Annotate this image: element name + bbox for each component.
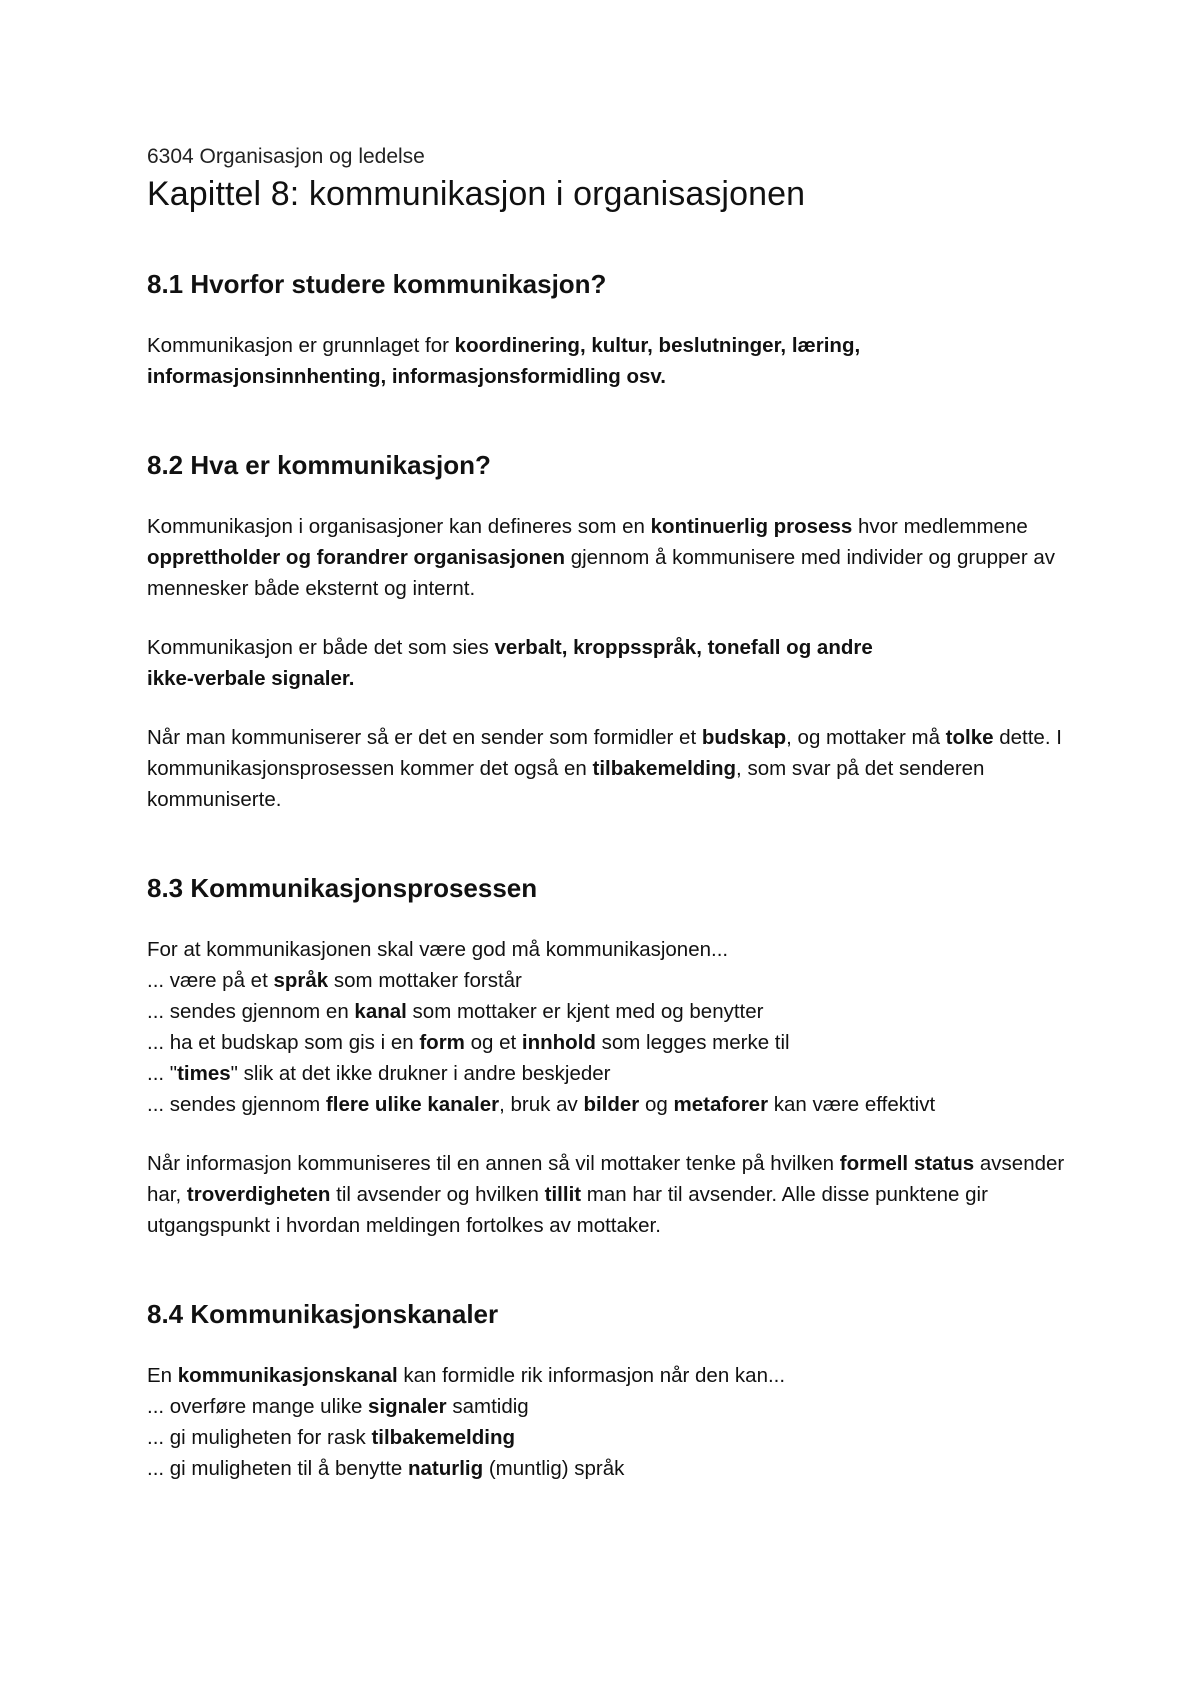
paragraph-8-1: Kommunikasjon er grunnlaget for koordinering, kultur, beslutninger, læring, informasjonsinnhenting, informasjonsformidling osv. [147, 334, 861, 388]
list-item: ... overføre mange ulike signaler samtidig [147, 1395, 529, 1418]
list-8-4 [147, 1391, 1077, 1484]
paragraph-8-2-sender: Når man kommuniserer så er det en sender som formidler et budskap, og mottaker må tolke dette. I kommunikasjonsprosessen kommer det også en tilbakemelding, som svar på det senderen kommuniserte. [147, 726, 1062, 811]
paragraph-8-2-signals: Kommunikasjon er både det som sies verbalt, kroppsspråk, tonefall og andre ikke-verbale signaler. [147, 636, 873, 690]
document-content [147, 142, 1077, 1484]
list-item: ... gi muligheten til å benytte naturlig (muntlig) språk [147, 1457, 625, 1480]
section-heading-8-3: 8.3 Kommunikasjonsprosessen [147, 873, 538, 903]
list-item: ... "times" slik at det ikke drukner i andre beskjeder [147, 1062, 611, 1085]
paragraph-8-4-intro: En kommunikasjonskanal kan formidle rik informasjon når den kan... [147, 1364, 786, 1387]
list-item: ... være på et språk som mottaker forstår [147, 969, 522, 992]
paragraph-8-3-intro: For at kommunikasjonen skal være god må kommunikasjonen... [147, 938, 729, 961]
section-heading-8-1: 8.1 Hvorfor studere kommunikasjon? [147, 269, 607, 299]
section-heading-8-2: 8.2 Hva er kommunikasjon? [147, 450, 491, 480]
list-8-3 [147, 965, 1077, 1120]
list-item: ... ha et budskap som gis i en form og et innhold som legges merke til [147, 1031, 790, 1054]
course-label: 6304 Organisasjon og ledelse [147, 145, 425, 168]
list-item: ... gi muligheten for rask tilbakemelding [147, 1426, 515, 1449]
section-heading-8-4: 8.4 Kommunikasjonskanaler [147, 1299, 499, 1329]
paragraph-8-2-definition: Kommunikasjon i organisasjoner kan defineres som en kontinuerlig prosess hvor medlemmene opprettholder og forandrer organisasjonen gjennom å kommunisere med individer og grupper av mennesker både eksternt og internt. [147, 515, 1055, 600]
list-item: ... sendes gjennom flere ulike kanaler, bruk av bilder og metaforer kan være effektivt [147, 1093, 936, 1116]
page-title: Kapittel 8: kommunikasjon i organisasjonen [147, 175, 806, 213]
paragraph-8-3-status: Når informasjon kommuniseres til en annen så vil mottaker tenke på hvilken formell status avsender har, troverdigheten til avsender og hvilken tillit man har til avsender. Alle disse punktene gir utgangspunkt i hvordan meldingen fortolkes av mottaker. [147, 1152, 1065, 1237]
list-item: ... sendes gjennom en kanal som mottaker er kjent med og benytter [147, 1000, 764, 1023]
